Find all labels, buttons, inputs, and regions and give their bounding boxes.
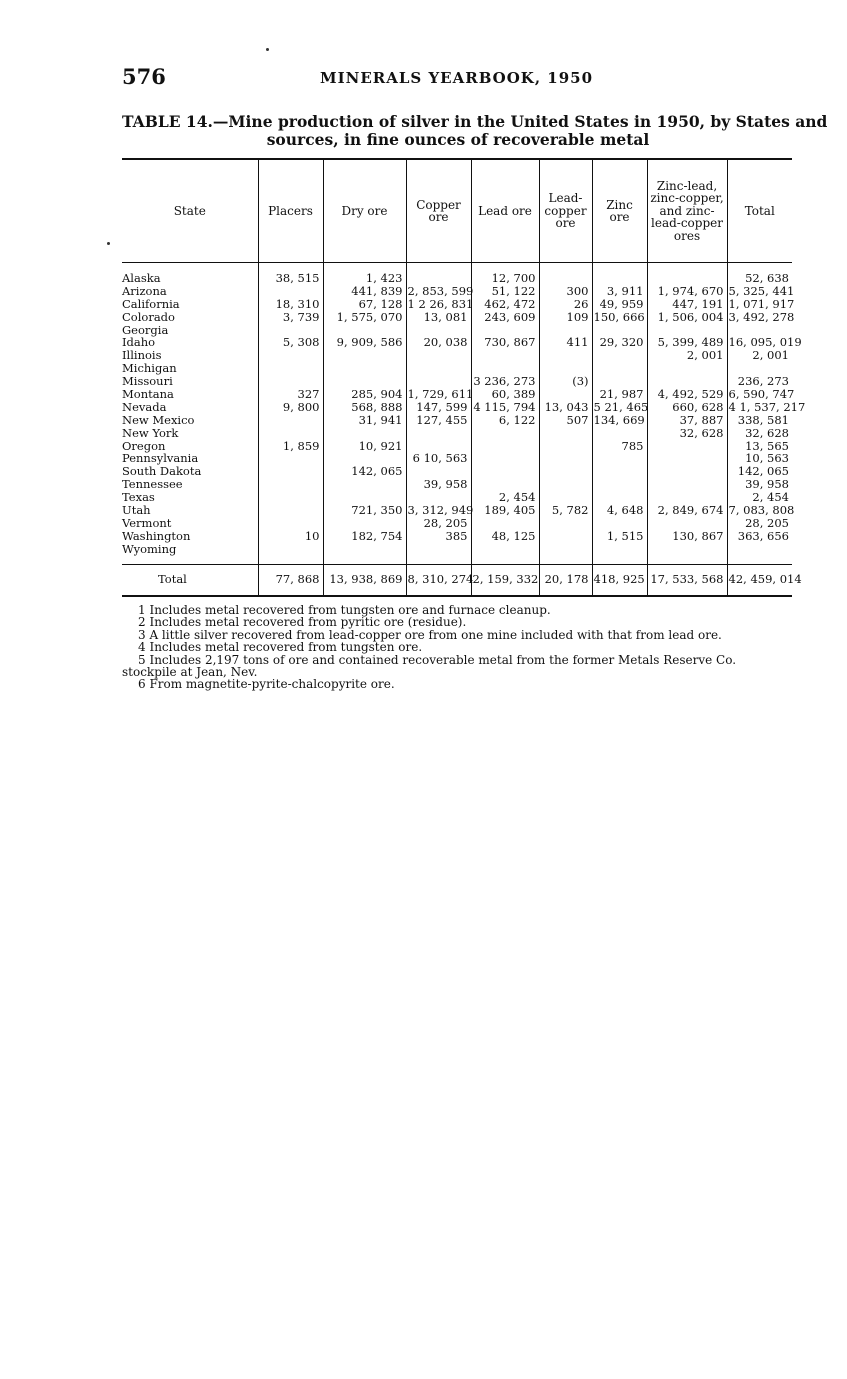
- value-cell: [471, 517, 539, 530]
- value-cell: 130, 867: [647, 530, 727, 543]
- value-cell: 32, 628: [727, 427, 792, 440]
- total-row: [122, 564, 792, 596]
- value-cell: 5, 782: [539, 504, 592, 517]
- value-cell: 18, 310: [258, 298, 323, 311]
- value-cell: [471, 349, 539, 362]
- value-cell: [727, 543, 792, 556]
- value-cell: 3, 739: [258, 311, 323, 324]
- value-cell: 4, 492, 529: [647, 388, 727, 401]
- value-cell: 507: [539, 414, 592, 427]
- value-cell: [258, 452, 323, 465]
- table-row: [122, 272, 792, 285]
- value-cell: [539, 427, 592, 440]
- value-cell: 21, 987: [592, 388, 647, 401]
- col-header-dry-ore: Dry ore: [323, 159, 406, 263]
- state-name-cell: California: [122, 296, 180, 311]
- value-cell: [592, 517, 647, 530]
- total-value-cell: 17, 533, 568: [647, 564, 727, 596]
- total-value-cell: 77, 868: [258, 564, 323, 596]
- value-cell: 568, 888: [323, 401, 406, 414]
- footnote: 3 A little silver recovered from lead-copper ore from one mine included with that from lead ore.: [138, 627, 722, 642]
- value-cell: [471, 465, 539, 478]
- value-cell: 3 236, 273: [471, 375, 539, 388]
- value-cell: 31, 941: [323, 414, 406, 427]
- total-value-cell: 418, 925: [592, 564, 647, 596]
- table-row: [122, 349, 792, 362]
- value-cell: 3, 312, 949: [407, 503, 474, 518]
- state-name-cell: Arizona: [122, 283, 167, 298]
- value-cell: 462, 472: [471, 298, 539, 311]
- value-cell: [647, 272, 727, 285]
- value-cell: 2, 454: [471, 491, 539, 504]
- value-cell: [592, 543, 647, 556]
- value-cell: 150, 666: [592, 311, 647, 324]
- value-cell: 1, 506, 004: [647, 311, 727, 324]
- value-cell: [323, 349, 406, 362]
- running-header: [122, 64, 792, 94]
- total-value-cell: 2, 159, 332: [471, 564, 539, 596]
- value-cell: [258, 465, 323, 478]
- value-cell: 67, 128: [323, 298, 406, 311]
- table-title-line-2: sources, in fine ounces of recoverable metal: [266, 130, 650, 149]
- value-cell: 327: [258, 388, 323, 401]
- value-cell: 39, 958: [727, 478, 792, 491]
- footnote: 1 Includes metal recovered from tungsten ore and furnace cleanup.: [138, 603, 551, 617]
- value-cell: [258, 427, 323, 440]
- footnotes: [122, 604, 794, 691]
- value-cell: [258, 478, 323, 491]
- total-value-cell: 8, 310, 274: [406, 564, 471, 596]
- value-cell: 730, 867: [471, 336, 539, 349]
- state-name-cell: Georgia: [122, 322, 169, 337]
- value-cell: 4, 648: [592, 504, 647, 517]
- table-row: [122, 452, 792, 465]
- value-cell: 785: [592, 440, 647, 453]
- state-name-cell: Missouri: [122, 374, 173, 389]
- value-cell: [406, 427, 471, 440]
- footnote: 4 Includes metal recovered from tungsten ore.: [138, 640, 423, 655]
- value-cell: [592, 452, 647, 465]
- table-row: [122, 504, 792, 517]
- value-cell: [592, 362, 647, 375]
- value-cell: [647, 465, 727, 478]
- value-cell: [592, 478, 647, 491]
- table-title: [122, 112, 828, 149]
- state-name-cell: Vermont: [122, 515, 172, 530]
- value-cell: 28, 205: [406, 517, 471, 530]
- value-cell: [539, 452, 592, 465]
- value-cell: [258, 414, 323, 427]
- value-cell: 20, 038: [406, 336, 471, 349]
- table-row: [122, 543, 792, 556]
- value-cell: [647, 517, 727, 530]
- state-name-cell: Tennessee: [122, 477, 183, 492]
- value-cell: 338, 581: [727, 414, 792, 427]
- value-cell: [647, 440, 727, 453]
- table-row: [122, 427, 792, 440]
- value-cell: 16, 095, 019: [728, 335, 802, 350]
- state-name-cell: Pennsylvania: [122, 451, 199, 466]
- value-cell: 13, 043: [539, 401, 592, 414]
- value-cell: 4 115, 794: [471, 401, 539, 414]
- value-cell: 1, 515: [592, 530, 647, 543]
- state-name-cell: Illinois: [122, 348, 162, 363]
- scan-speck: [266, 48, 269, 51]
- value-cell: 109: [539, 311, 592, 324]
- value-cell: 2, 853, 599: [407, 283, 474, 298]
- state-name-cell: Montana: [122, 387, 174, 402]
- value-cell: 39, 958: [406, 478, 471, 491]
- value-cell: 147, 599: [406, 401, 471, 414]
- value-cell: 182, 754: [323, 530, 406, 543]
- value-cell: [258, 504, 323, 517]
- state-name-cell: New York: [122, 425, 179, 440]
- value-cell: 243, 609: [471, 311, 539, 324]
- value-cell: 2, 454: [727, 491, 792, 504]
- value-cell: [539, 388, 592, 401]
- table-row: [122, 388, 792, 401]
- value-cell: 52, 638: [727, 272, 792, 285]
- total-value-cell: 42, 459, 014: [727, 564, 792, 596]
- value-cell: 134, 669: [592, 414, 647, 427]
- value-cell: 1, 859: [258, 440, 323, 453]
- value-cell: [323, 517, 406, 530]
- value-cell: 51, 122: [471, 285, 539, 298]
- value-cell: [258, 362, 323, 375]
- state-name-cell: Oregon: [122, 438, 166, 453]
- value-cell: [406, 349, 471, 362]
- col-header-lead-copper-ore: Lead-copper ore: [539, 159, 592, 263]
- spacer-row: [122, 263, 792, 273]
- col-header-total: Total: [727, 159, 792, 263]
- table-row: [122, 478, 792, 491]
- value-cell: 1, 575, 070: [323, 311, 406, 324]
- value-cell: [258, 491, 323, 504]
- table-body: [122, 263, 806, 596]
- value-cell: [323, 543, 406, 556]
- value-cell: [647, 543, 727, 556]
- value-cell: 1 2 26, 831: [407, 296, 474, 311]
- value-cell: 38, 515: [258, 272, 323, 285]
- total-value-cell: 20, 178: [539, 564, 592, 596]
- value-cell: [258, 349, 323, 362]
- value-cell: 12, 700: [471, 272, 539, 285]
- state-name-cell: Nevada: [122, 399, 167, 414]
- value-cell: 37, 887: [647, 414, 727, 427]
- state-name-cell: New Mexico: [122, 412, 195, 427]
- value-cell: 6, 590, 747: [728, 387, 795, 402]
- value-cell: [592, 272, 647, 285]
- silver-production-table: [122, 158, 806, 597]
- col-header-placers: Placers: [258, 159, 323, 263]
- value-cell: 5, 399, 489: [647, 336, 727, 349]
- value-cell: [539, 465, 592, 478]
- value-cell: 2, 001: [647, 349, 727, 362]
- value-cell: [471, 543, 539, 556]
- value-cell: 447, 191: [647, 298, 727, 311]
- col-header-zinc-ore: Zinc ore: [592, 159, 647, 263]
- value-cell: 5 21, 465: [593, 399, 649, 414]
- value-cell: 285, 904: [323, 388, 406, 401]
- value-cell: [471, 427, 539, 440]
- value-cell: 26: [539, 298, 592, 311]
- table-row: [122, 298, 792, 311]
- value-cell: 48, 125: [471, 530, 539, 543]
- value-cell: 127, 455: [406, 414, 471, 427]
- value-cell: [258, 285, 323, 298]
- value-cell: 300: [539, 285, 592, 298]
- value-cell: 9, 909, 586: [323, 336, 406, 349]
- value-cell: 2, 001: [727, 349, 792, 362]
- value-cell: [258, 517, 323, 530]
- value-cell: [647, 362, 727, 375]
- value-cell: 3, 492, 278: [728, 309, 795, 324]
- value-cell: 9, 800: [258, 401, 323, 414]
- value-cell: 10: [258, 530, 323, 543]
- value-cell: 411: [539, 336, 592, 349]
- value-cell: 189, 405: [471, 504, 539, 517]
- value-cell: [539, 543, 592, 556]
- value-cell: 60, 389: [471, 388, 539, 401]
- table-row: [122, 311, 792, 324]
- state-name-cell: South Dakota: [122, 464, 202, 479]
- value-cell: [539, 530, 592, 543]
- value-cell: [406, 543, 471, 556]
- value-cell: 13, 081: [406, 311, 471, 324]
- value-cell: 10, 563: [727, 452, 792, 465]
- value-cell: 1, 071, 917: [728, 296, 795, 311]
- value-cell: 660, 628: [647, 401, 727, 414]
- state-name-cell: Idaho: [122, 335, 156, 350]
- value-cell: [406, 272, 471, 285]
- scan-speck: [107, 242, 110, 245]
- value-cell: 441, 839: [323, 285, 406, 298]
- value-cell: [539, 478, 592, 491]
- state-name-cell: Wyoming: [122, 541, 177, 556]
- value-cell: [647, 478, 727, 491]
- state-name-cell: Utah: [122, 503, 151, 518]
- value-cell: [471, 440, 539, 453]
- value-cell: [323, 478, 406, 491]
- value-cell: 49, 959: [592, 298, 647, 311]
- total-value-cell: 13, 938, 869: [323, 564, 406, 596]
- table-row: [122, 401, 792, 414]
- value-cell: [592, 427, 647, 440]
- state-name-cell: Washington: [122, 528, 191, 543]
- value-cell: 721, 350: [323, 504, 406, 517]
- state-name-cell: Michigan: [122, 361, 177, 376]
- footnote: 6 From magnetite-pyrite-chalcopyrite ore.: [138, 677, 395, 692]
- spacer-row: [122, 556, 792, 565]
- value-cell: [539, 517, 592, 530]
- value-cell: 236, 273: [727, 375, 792, 388]
- value-cell: 4 1, 537, 217: [728, 399, 806, 414]
- table-row: [122, 414, 792, 427]
- value-cell: [323, 427, 406, 440]
- value-cell: 3, 911: [592, 285, 647, 298]
- col-header-zinc-lead-ores: Zinc-lead, zinc-copper, and zinc-lead-copper ores: [647, 159, 727, 263]
- value-cell: 28, 205: [727, 517, 792, 530]
- table-row: [122, 362, 792, 375]
- state-name-cell: Colorado: [122, 309, 175, 324]
- state-name-cell: Texas: [122, 490, 155, 505]
- running-head: MINERALS YEARBOOK, 1950: [320, 69, 594, 87]
- value-cell: [406, 362, 471, 375]
- col-header-copper-ore: Copper ore: [406, 159, 471, 263]
- value-cell: 13, 565: [727, 440, 792, 453]
- footnote: 5 Includes 2,197 tons of ore and contained recoverable metal from the former Metals Reserve Co. stockpile at Jean, Nev.: [122, 652, 737, 680]
- value-cell: 29, 320: [592, 336, 647, 349]
- total-label: Total: [122, 564, 258, 596]
- table-title-line-1: TABLE 14.—Mine production of silver in the United States in 1950, by States and: [122, 112, 828, 131]
- table-row: [122, 285, 792, 298]
- value-cell: 7, 083, 808: [728, 503, 795, 518]
- header-row: [122, 159, 792, 263]
- value-cell: 6 10, 563: [406, 452, 471, 465]
- value-cell: 5, 308: [258, 336, 323, 349]
- value-cell: 6, 122: [471, 414, 539, 427]
- value-cell: 1, 423: [323, 272, 406, 285]
- value-cell: [592, 349, 647, 362]
- page-number: 576: [122, 64, 166, 89]
- footnote: 2 Includes metal recovered from pyritic ore (residue).: [138, 615, 467, 630]
- value-cell: 32, 628: [647, 427, 727, 440]
- value-cell: [647, 452, 727, 465]
- value-cell: 1, 974, 670: [647, 285, 727, 298]
- state-name-cell: Alaska: [122, 271, 161, 285]
- value-cell: [592, 465, 647, 478]
- value-cell: [323, 362, 406, 375]
- value-cell: 142, 065: [323, 465, 406, 478]
- value-cell: [539, 440, 592, 453]
- value-cell: [471, 452, 539, 465]
- value-cell: 5, 325, 441: [728, 283, 795, 298]
- value-cell: 363, 656: [727, 530, 792, 543]
- value-cell: (3): [539, 375, 592, 388]
- value-cell: 1, 729, 611: [407, 387, 474, 402]
- value-cell: 2, 849, 674: [647, 504, 727, 517]
- value-cell: [258, 543, 323, 556]
- col-header-state: State: [122, 159, 258, 263]
- table-row: [122, 517, 792, 530]
- value-cell: 142, 065: [727, 465, 792, 478]
- col-header-lead-ore: Lead ore: [471, 159, 539, 263]
- value-cell: [539, 349, 592, 362]
- value-cell: 10, 921: [323, 440, 406, 453]
- table-row: [122, 530, 792, 543]
- value-cell: 385: [406, 530, 471, 543]
- value-cell: [539, 272, 592, 285]
